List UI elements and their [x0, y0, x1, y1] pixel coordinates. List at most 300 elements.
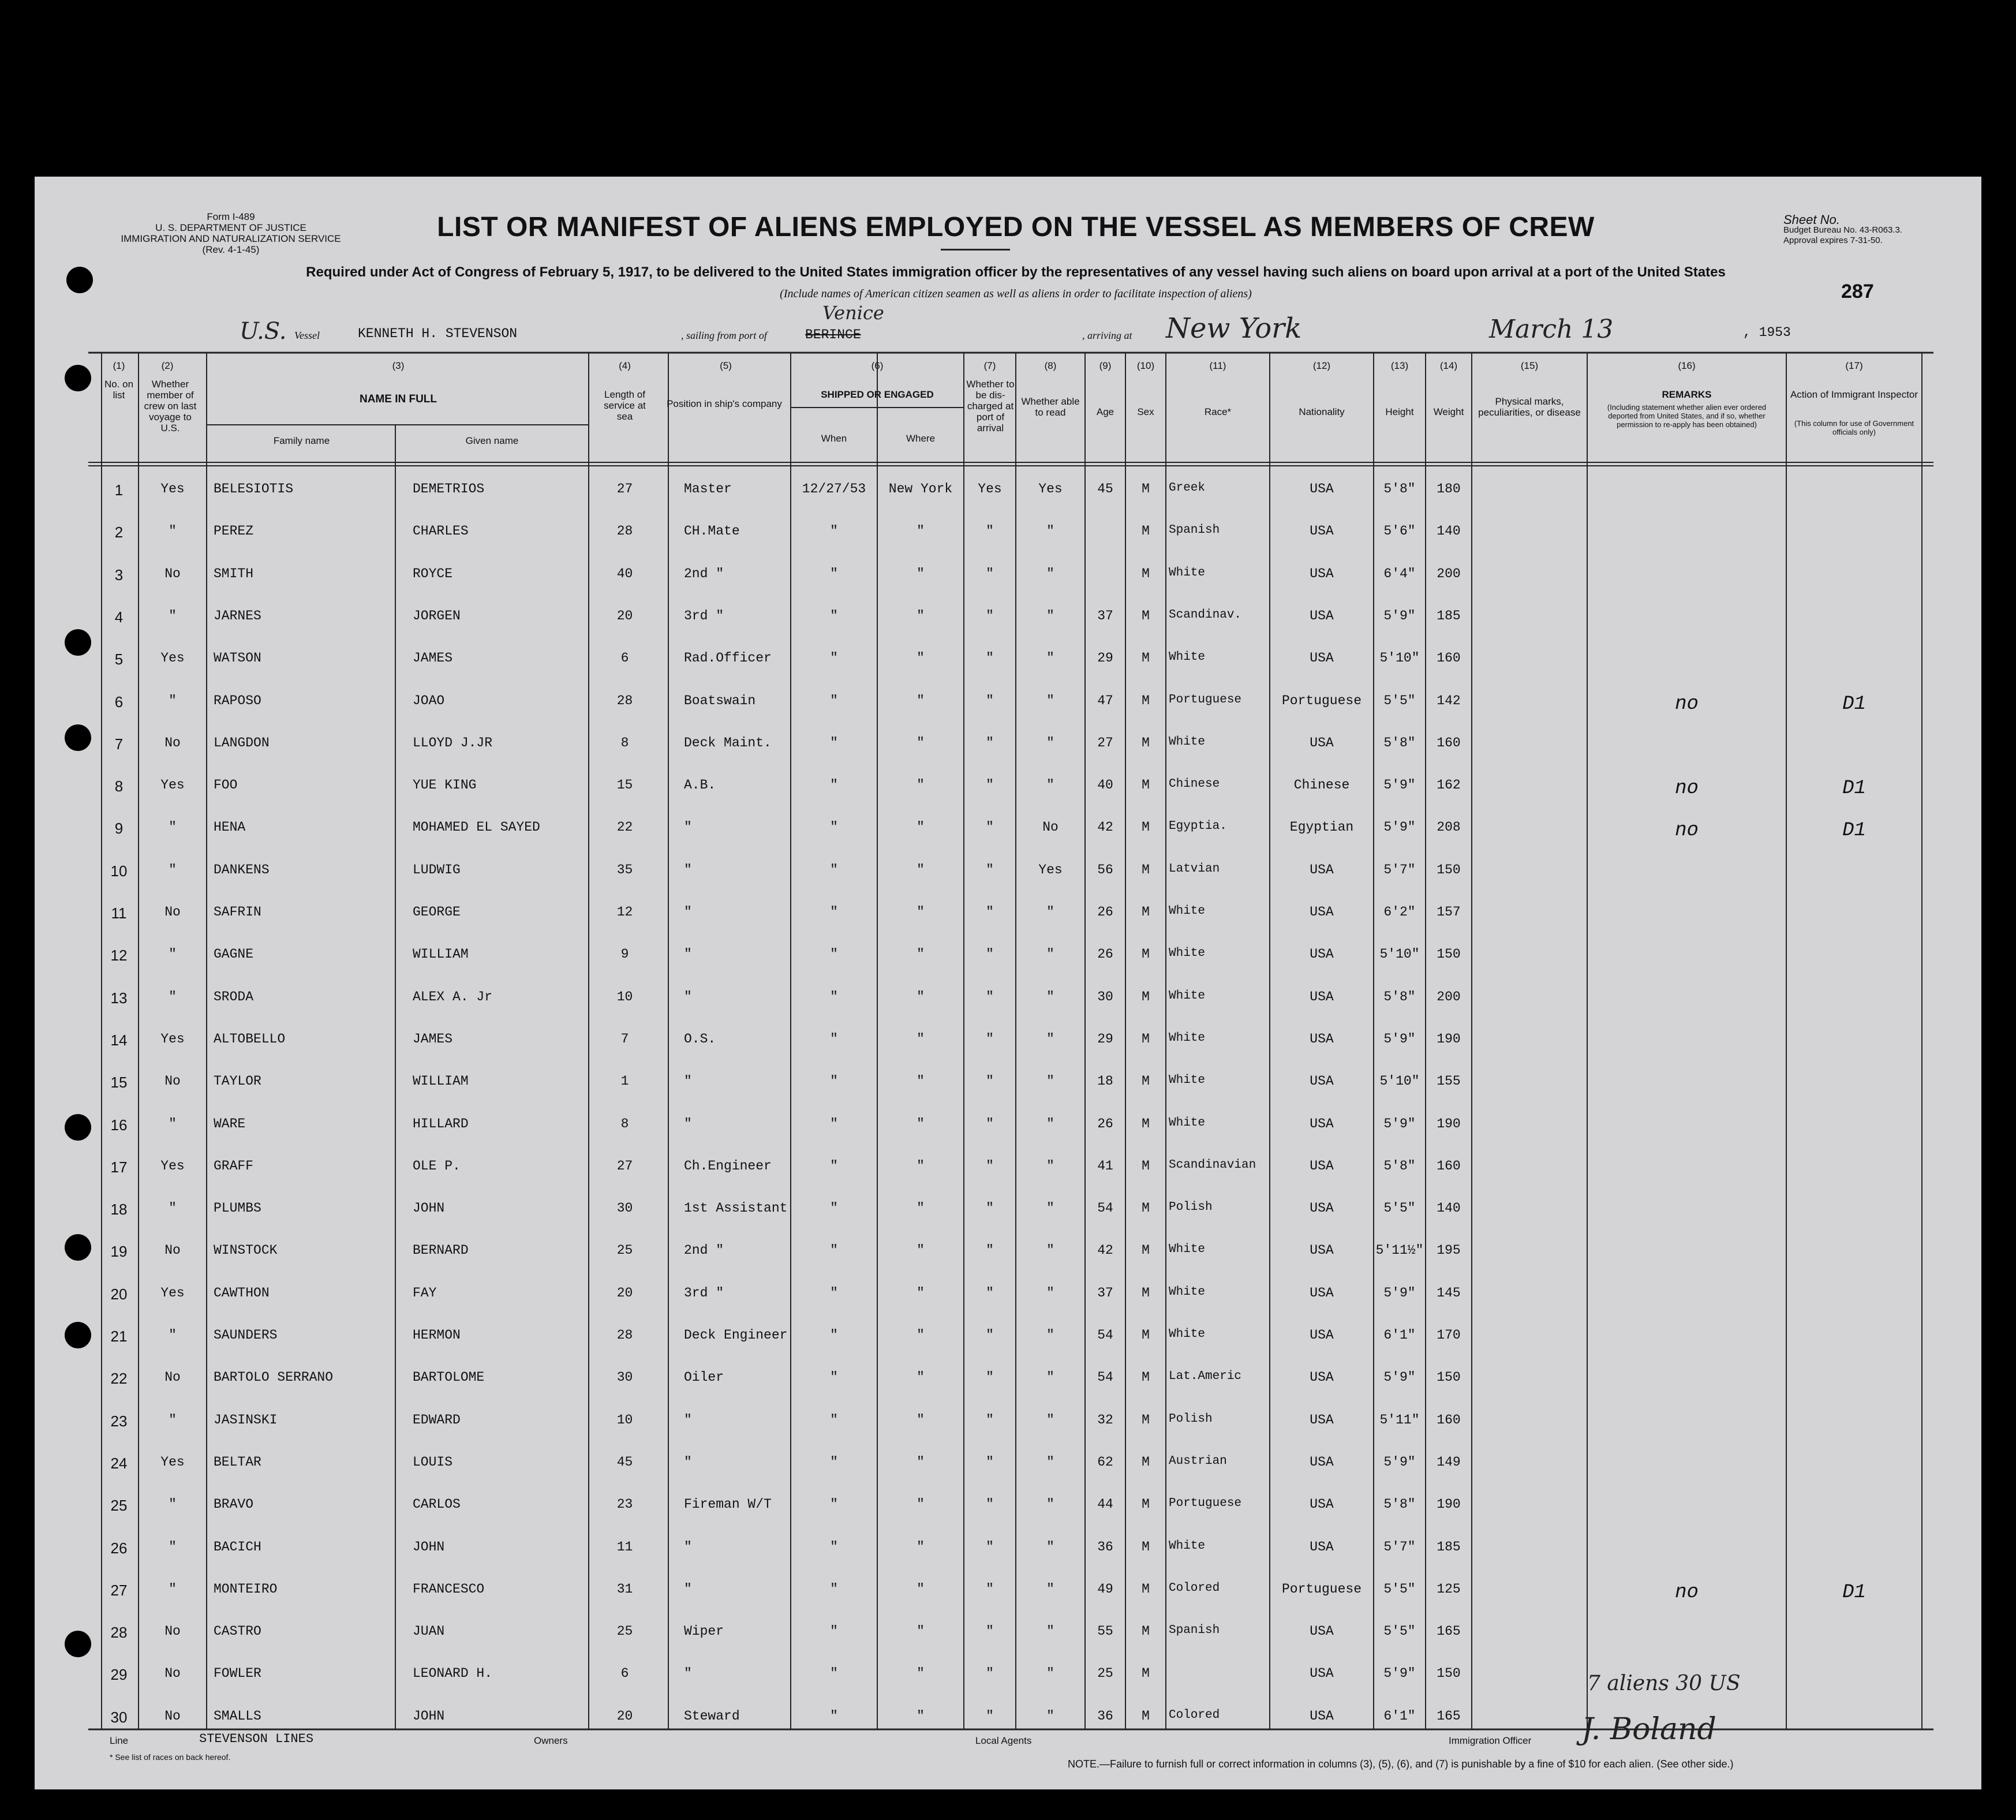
cell-length-service: 6	[620, 651, 629, 666]
cell-nationality: USA	[1310, 651, 1334, 666]
form-line: Form I-489	[207, 211, 255, 222]
cell-member-last-voyage: "	[169, 1497, 177, 1512]
cell-shipped-when: "	[830, 1666, 838, 1681]
cell-weight: 160	[1437, 651, 1461, 666]
cell-race: Polish	[1169, 1201, 1213, 1214]
cell-discharged: "	[986, 1624, 994, 1639]
cell-family-name: ALTOBELLO	[214, 1031, 286, 1047]
header-physical-marks: Physical marks, peculiarities, or disease	[1478, 396, 1581, 418]
cell-weight: 150	[1437, 1666, 1461, 1681]
cell-length-service: 28	[616, 524, 633, 539]
cell-discharged: "	[986, 1539, 994, 1554]
header-shipped-engaged: SHIPPED OR ENGAGED	[821, 389, 934, 400]
cell-given-name: DEMETRIOS	[413, 481, 485, 496]
cell-family-name: WATSON	[214, 651, 261, 666]
approval-expiry: Approval expires 7-31-50.	[1783, 236, 1883, 245]
cell-shipped-when: "	[830, 1454, 838, 1470]
cell-sex: M	[1142, 1412, 1150, 1427]
cell-action: D1	[1842, 820, 1866, 842]
cell-able-read: No	[1042, 820, 1059, 835]
cell-nationality: Chinese	[1293, 778, 1350, 793]
col-number: (3)	[392, 360, 405, 371]
cell-length-service: 7	[620, 1031, 629, 1047]
cell-age: 36	[1097, 1539, 1113, 1554]
cell-given-name: BERNARD	[413, 1243, 469, 1258]
cell-height: 6'4"	[1383, 566, 1416, 581]
cell-length-service: 8	[620, 1116, 629, 1131]
cell-shipped-where: "	[917, 1624, 925, 1639]
cell-sex: M	[1142, 524, 1150, 539]
arriving-handwritten: New York	[1166, 312, 1302, 345]
cell-age: 62	[1097, 1454, 1113, 1470]
cell-action: D1	[1842, 693, 1866, 715]
port-handwritten: Venice	[822, 302, 884, 324]
cell-height: 5'9"	[1383, 1031, 1416, 1047]
cell-discharged: "	[986, 1497, 994, 1512]
cell-sex: M	[1142, 1370, 1150, 1385]
cell-given-name: WILLIAM	[413, 947, 469, 962]
cell-sex: M	[1142, 1074, 1150, 1089]
cell-race: Lat.Americ	[1169, 1370, 1242, 1384]
cell-given-name: YUE KING	[413, 778, 477, 793]
cell-sex: M	[1142, 1624, 1150, 1639]
row-number: 2	[114, 524, 124, 541]
cell-weight: 185	[1437, 608, 1461, 623]
header-family-name: Family name	[273, 435, 330, 446]
cell-sex: M	[1142, 1666, 1150, 1681]
cell-length-service: 25	[616, 1243, 633, 1258]
cell-discharged: "	[986, 947, 994, 962]
cell-position: "	[684, 820, 692, 835]
cell-race: White	[1169, 1031, 1206, 1045]
cell-given-name: CHARLES	[413, 524, 469, 539]
cell-shipped-where: "	[917, 1031, 925, 1047]
cell-able-read: "	[1046, 1497, 1054, 1512]
cell-discharged: Yes	[978, 481, 1002, 496]
row-number: 25	[110, 1497, 128, 1515]
header-whether-member: Whether member of crew on last voyage to U.S.	[144, 379, 197, 433]
cell-family-name: RAPOSO	[214, 693, 261, 708]
cell-length-service: 23	[616, 1497, 633, 1512]
cell-family-name: PEREZ	[214, 524, 254, 539]
cell-length-service: 1	[620, 1074, 629, 1089]
row-number: 8	[114, 778, 124, 795]
header-action: Action of Immigrant Inspector	[1790, 389, 1918, 400]
col-number: (8)	[1044, 360, 1057, 371]
cell-age: 29	[1097, 1031, 1113, 1047]
cell-given-name: FAY	[413, 1285, 437, 1300]
cell-discharged: "	[986, 735, 994, 750]
cell-remarks: no	[1675, 820, 1699, 842]
cell-position: "	[684, 947, 692, 962]
cell-weight: 157	[1437, 905, 1461, 920]
cell-position: CH.Mate	[684, 524, 740, 539]
cell-nationality: USA	[1310, 566, 1334, 581]
cell-age: 41	[1097, 1158, 1113, 1174]
cell-age: 54	[1097, 1201, 1113, 1216]
cell-sex: M	[1142, 820, 1150, 835]
cell-member-last-voyage: No	[164, 1243, 181, 1258]
cell-shipped-where: "	[917, 608, 925, 623]
cell-discharged: "	[986, 862, 994, 877]
cell-discharged: "	[986, 524, 994, 539]
cell-discharged: "	[986, 1328, 994, 1343]
cell-shipped-when: "	[830, 1243, 838, 1258]
cell-length-service: 25	[616, 1624, 633, 1639]
cell-discharged: "	[986, 989, 994, 1004]
cell-shipped-where: "	[917, 1116, 925, 1131]
cell-age: 47	[1097, 693, 1113, 708]
cell-race: White	[1169, 1539, 1206, 1553]
cell-position: 2nd "	[684, 1243, 724, 1258]
cell-weight: 200	[1437, 989, 1461, 1004]
col-number: (5)	[720, 360, 732, 371]
cell-family-name: MONTEIRO	[214, 1581, 278, 1597]
cell-nationality: USA	[1310, 1539, 1334, 1554]
cell-length-service: 27	[616, 1158, 633, 1174]
cell-discharged: "	[986, 778, 994, 793]
cell-able-read: "	[1046, 778, 1054, 793]
header-nationality: Nationality	[1299, 406, 1345, 417]
vessel-name: KENNETH H. STEVENSON	[358, 326, 518, 341]
header-when: When	[821, 433, 847, 444]
cell-nationality: USA	[1310, 1624, 1334, 1639]
cell-age: 26	[1097, 1116, 1113, 1131]
cell-position: "	[684, 1074, 692, 1089]
cell-position: "	[684, 862, 692, 877]
cell-member-last-voyage: Yes	[160, 1031, 185, 1047]
cell-able-read: "	[1046, 1116, 1054, 1131]
cell-sex: M	[1142, 651, 1150, 666]
cell-given-name: JOHN	[413, 1539, 445, 1554]
col-number: (15)	[1520, 360, 1539, 371]
cell-age: 56	[1097, 862, 1113, 877]
cell-family-name: TAYLOR	[214, 1074, 261, 1089]
cell-position: "	[684, 1539, 692, 1554]
cell-position: Master	[684, 481, 732, 496]
cell-able-read: "	[1046, 1581, 1054, 1597]
cell-given-name: LEONARD H.	[413, 1666, 493, 1681]
cell-race: White	[1169, 1328, 1206, 1341]
cell-given-name: JORGEN	[413, 608, 461, 623]
form-line: (Rev. 4-1-45)	[202, 244, 260, 255]
cell-length-service: 45	[616, 1454, 633, 1470]
cell-given-name: JAMES	[413, 1031, 453, 1047]
cell-shipped-where: "	[917, 566, 925, 581]
cell-given-name: GEORGE	[413, 905, 461, 920]
cell-race: White	[1169, 905, 1206, 918]
cell-nationality: USA	[1310, 1666, 1334, 1681]
cell-shipped-where: "	[917, 1243, 925, 1258]
cell-shipped-where: "	[917, 862, 925, 877]
cell-position: A.B.	[684, 778, 716, 793]
col-number: (17)	[1845, 360, 1863, 371]
cell-race: Greek	[1169, 481, 1206, 495]
col-number: (16)	[1678, 360, 1696, 371]
cell-member-last-voyage: Yes	[160, 1285, 185, 1300]
cell-given-name: JUAN	[413, 1624, 445, 1639]
cell-position: 3rd "	[684, 608, 724, 623]
cell-height: 5'10"	[1379, 1074, 1420, 1089]
cell-given-name: ROYCE	[413, 566, 453, 581]
cell-shipped-when: "	[830, 1370, 838, 1385]
cell-length-service: 20	[616, 1285, 633, 1300]
cell-family-name: DANKENS	[214, 862, 270, 877]
cell-height: 5'8"	[1383, 1497, 1416, 1512]
cell-length-service: 9	[620, 947, 629, 962]
cell-able-read: "	[1046, 1412, 1054, 1427]
cell-discharged: "	[986, 1666, 994, 1681]
cell-sex: M	[1142, 905, 1150, 920]
cell-age: 42	[1097, 1243, 1113, 1258]
row-number: 22	[110, 1370, 128, 1388]
cell-given-name: WILLIAM	[413, 1074, 469, 1089]
cell-weight: 149	[1437, 1454, 1461, 1470]
cell-shipped-when: "	[830, 862, 838, 877]
cell-height: 5'9"	[1383, 1454, 1416, 1470]
cell-family-name: BACICH	[214, 1539, 261, 1554]
cell-weight: 185	[1437, 1539, 1461, 1554]
cell-member-last-voyage: "	[169, 1412, 177, 1427]
manifest-sheet	[35, 177, 1981, 1789]
cell-family-name: BRAVO	[214, 1497, 254, 1512]
cell-height: 5'11½"	[1375, 1243, 1424, 1258]
cell-race: Scandinav.	[1169, 608, 1242, 622]
cell-member-last-voyage: No	[164, 1624, 181, 1639]
cell-shipped-where: "	[917, 1285, 925, 1300]
punch-hole	[65, 1114, 91, 1141]
cell-sex: M	[1142, 1497, 1150, 1512]
cell-shipped-where: "	[917, 693, 925, 708]
cell-nationality: USA	[1310, 1031, 1334, 1047]
cell-shipped-when: "	[830, 1708, 838, 1724]
row-number: 19	[110, 1243, 128, 1261]
cell-discharged: "	[986, 1454, 994, 1470]
form-line: U. S. DEPARTMENT OF JUSTICE	[155, 222, 306, 233]
cell-height: 5'5"	[1383, 1201, 1416, 1216]
cell-sex: M	[1142, 1328, 1150, 1343]
cell-age: 29	[1097, 651, 1113, 666]
cell-able-read: "	[1046, 524, 1054, 539]
row-number: 10	[110, 862, 128, 880]
cell-length-service: 30	[616, 1370, 633, 1385]
cell-position: Oiler	[684, 1370, 724, 1385]
cell-family-name: CASTRO	[214, 1624, 261, 1639]
cell-discharged: "	[986, 1158, 994, 1174]
cell-given-name: EDWARD	[413, 1412, 461, 1427]
cell-race: Chinese	[1169, 778, 1220, 791]
cell-race: Polish	[1169, 1412, 1213, 1426]
row-number: 18	[110, 1201, 128, 1219]
cell-race: Scandinavian	[1169, 1158, 1256, 1172]
sheet-number-label: Sheet No.	[1783, 212, 1840, 227]
cell-shipped-when: "	[830, 1074, 838, 1089]
cell-member-last-voyage: "	[169, 1539, 177, 1554]
cell-shipped-where: "	[917, 1454, 925, 1470]
cell-able-read: "	[1046, 1666, 1054, 1681]
col-number: (6)	[871, 360, 884, 371]
col-number: (9)	[1099, 360, 1112, 371]
cell-member-last-voyage: No	[164, 566, 181, 581]
cell-nationality: USA	[1310, 1497, 1334, 1512]
cell-race: White	[1169, 735, 1206, 749]
cell-member-last-voyage: "	[169, 1328, 177, 1343]
cell-age: 37	[1097, 1285, 1113, 1300]
cell-given-name: JAMES	[413, 651, 453, 666]
cell-member-last-voyage: "	[169, 1116, 177, 1131]
cell-height: 6'2"	[1383, 905, 1416, 920]
officer-signature: J. Boland	[1581, 1712, 1716, 1747]
cell-given-name: HILLARD	[413, 1116, 469, 1131]
cell-height: 5'9"	[1383, 1370, 1416, 1385]
cell-nationality: USA	[1310, 1708, 1334, 1724]
cell-shipped-when: "	[830, 1031, 838, 1047]
cell-discharged: "	[986, 1412, 994, 1427]
cell-member-last-voyage: No	[164, 905, 181, 920]
cell-discharged: "	[986, 1116, 994, 1131]
col-number: (4)	[619, 360, 631, 371]
cell-height: 5'5"	[1383, 693, 1416, 708]
cell-member-last-voyage: No	[164, 735, 181, 750]
header-no-on-list: No. on list	[104, 379, 134, 401]
cell-able-read: "	[1046, 989, 1054, 1004]
punch-hole	[65, 1631, 91, 1657]
cell-length-service: 35	[616, 862, 633, 877]
port-struck: BERINCE	[805, 327, 861, 342]
cell-weight: 162	[1437, 778, 1461, 793]
cell-position: "	[684, 1116, 692, 1131]
cell-age: 37	[1097, 608, 1113, 623]
cell-nationality: USA	[1310, 608, 1334, 623]
cell-given-name: JOAO	[413, 693, 445, 708]
cell-family-name: SMITH	[214, 566, 254, 581]
date-handwritten: March 13	[1489, 315, 1614, 344]
cell-length-service: 12	[616, 905, 633, 920]
cell-shipped-where: "	[917, 651, 925, 666]
cell-weight: 160	[1437, 735, 1461, 750]
cell-shipped-when: "	[830, 735, 838, 750]
cell-weight: 190	[1437, 1116, 1461, 1131]
cell-sex: M	[1142, 862, 1150, 877]
cell-member-last-voyage: Yes	[160, 651, 185, 666]
cell-nationality: USA	[1310, 481, 1334, 496]
row-number: 26	[110, 1539, 128, 1557]
cell-family-name: SRODA	[214, 989, 254, 1004]
cell-nationality: USA	[1310, 1201, 1334, 1216]
cell-nationality: USA	[1310, 1285, 1334, 1300]
cell-family-name: CAWTHON	[214, 1285, 270, 1300]
cell-sex: M	[1142, 608, 1150, 623]
header-race: Race*	[1204, 406, 1232, 417]
cell-able-read: "	[1046, 1285, 1054, 1300]
cell-remarks: no	[1675, 1581, 1699, 1604]
row-number: 1	[114, 481, 124, 499]
cell-family-name: SAFRIN	[214, 905, 261, 920]
cell-sex: M	[1142, 947, 1150, 962]
cell-remarks: no	[1675, 778, 1699, 800]
cell-given-name: LUDWIG	[413, 862, 461, 877]
cell-family-name: BELTAR	[214, 1454, 261, 1470]
cell-shipped-when: "	[830, 1285, 838, 1300]
cell-shipped-where: "	[917, 1074, 925, 1089]
aliens-count-handwritten: 7 aliens 30 US	[1587, 1672, 1741, 1695]
cell-sex: M	[1142, 989, 1150, 1004]
subtitle: Required under Act of Congress of February 5, 1917, to be delivered to the United States immigration officer by the representatives of any vessel having such aliens on board upon arrival at a port of the United States	[306, 264, 1726, 280]
row-number: 4	[114, 608, 124, 626]
cell-able-read: "	[1046, 566, 1054, 581]
cell-able-read: "	[1046, 651, 1054, 666]
arriving-label: , arriving at	[1082, 330, 1132, 341]
cell-discharged: "	[986, 693, 994, 708]
cell-family-name: SMALLS	[214, 1708, 261, 1724]
cell-shipped-where: "	[917, 989, 925, 1004]
cell-shipped-when: "	[830, 608, 838, 623]
cell-able-read: "	[1046, 1624, 1054, 1639]
cell-length-service: 6	[620, 1666, 629, 1681]
cell-position: O.S.	[684, 1031, 716, 1047]
cell-shipped-when: "	[830, 1158, 838, 1174]
cell-length-service: 20	[616, 1708, 633, 1724]
cell-family-name: HENA	[214, 820, 246, 835]
cell-nationality: USA	[1310, 947, 1334, 962]
cell-family-name: WINSTOCK	[214, 1243, 278, 1258]
row-number: 3	[114, 566, 124, 584]
cell-weight: 190	[1437, 1031, 1461, 1047]
cell-race: White	[1169, 1243, 1206, 1257]
cell-family-name: FOO	[214, 778, 238, 793]
cell-family-name: WARE	[214, 1116, 246, 1131]
cell-family-name: JASINSKI	[214, 1412, 278, 1427]
cell-given-name: LLOYD J.JR	[413, 735, 493, 750]
header-discharged: Whether to be dis-charged at port of arrival	[966, 379, 1015, 433]
col-number: (11)	[1209, 360, 1226, 371]
cell-nationality: Egyptian	[1289, 820, 1354, 835]
cell-able-read: "	[1046, 1539, 1054, 1554]
row-number: 24	[110, 1454, 128, 1472]
cell-race: Austrian	[1169, 1454, 1227, 1468]
cell-weight: 155	[1437, 1074, 1461, 1089]
cell-discharged: "	[986, 1031, 994, 1047]
cell-length-service: 40	[616, 566, 633, 581]
cell-member-last-voyage: "	[169, 947, 177, 962]
cell-position: "	[684, 1581, 692, 1597]
row-number: 9	[114, 820, 124, 838]
col-number: (7)	[983, 360, 996, 371]
cell-race: White	[1169, 1116, 1206, 1130]
punch-hole	[65, 1234, 91, 1261]
cell-shipped-when: "	[830, 1581, 838, 1597]
cell-shipped-when: "	[830, 1539, 838, 1554]
cell-nationality: USA	[1310, 1116, 1334, 1131]
cell-family-name: GRAFF	[214, 1158, 254, 1174]
cell-able-read: "	[1046, 1328, 1054, 1343]
races-note: * See list of races on back hereof.	[110, 1752, 231, 1762]
cell-given-name: ALEX A. Jr	[413, 989, 493, 1004]
cell-height: 5'5"	[1383, 1581, 1416, 1597]
cell-action: D1	[1842, 778, 1866, 800]
cell-weight: 140	[1437, 524, 1461, 539]
cell-age: 44	[1097, 1497, 1113, 1512]
cell-position: Rad.Officer	[684, 651, 772, 666]
cell-given-name: JOHN	[413, 1708, 445, 1724]
cell-shipped-when: "	[830, 524, 838, 539]
row-number: 17	[110, 1158, 128, 1176]
cell-height: 5'9"	[1383, 608, 1416, 623]
cell-member-last-voyage: Yes	[160, 1158, 185, 1174]
row-number: 16	[110, 1116, 128, 1134]
cell-height: 5'8"	[1383, 1158, 1416, 1174]
cell-member-last-voyage: No	[164, 1074, 181, 1089]
